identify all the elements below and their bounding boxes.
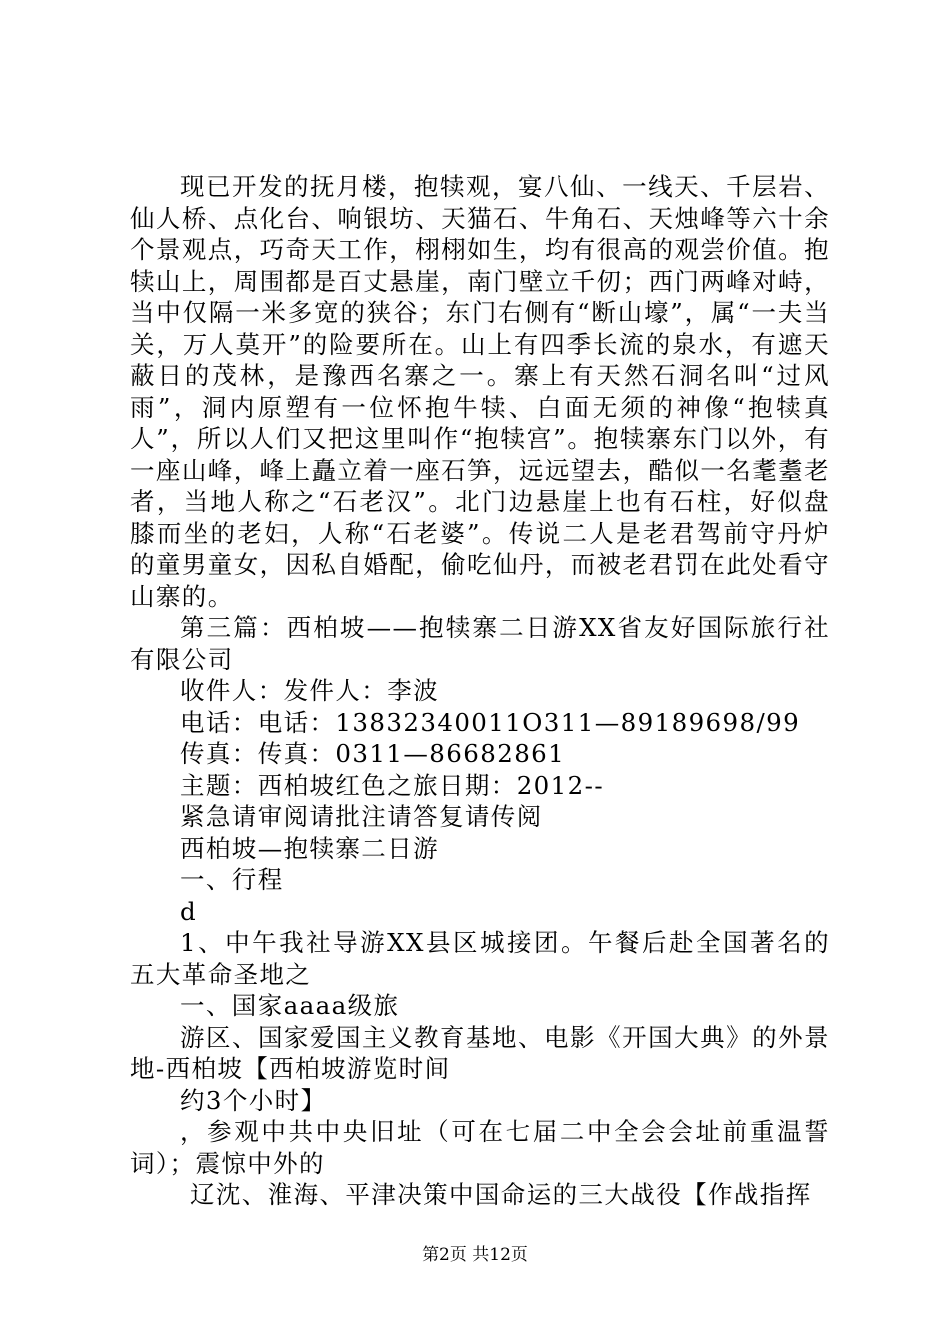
paragraph-subject-date: 主题：西柏坡红色之旅日期：2012-- [180,770,605,800]
paragraph-scenic-area: 游区、国家爱国主义教育基地、电影《开国大典》的外景地-西柏坡【西柏坡游览时间 [130,1022,830,1083]
paragraph-chapter-title: 第三篇：西柏坡——抱犊寨二日游XX省友好国际旅行社有限公司 [130,613,830,674]
paragraph-fax: 传真：传真：0311—86682861 [180,739,566,768]
paragraph-scenic-description: 现已开发的抚月楼，抱犊观，宴八仙、一线天、千层岩、仙人桥、点化台、响银坊、天猫石、牛角石、天烛峰等六十余个景观点，巧奇天工作，栩栩如生，均有很高的观尝价值。抱犊山上，周围都是百丈悬崖，南门壁立千仞；西门两峰对峙，当中仅隔一米多宽的狭谷；东门右侧有“断山壕”，属“一夫当关，万人莫开”的险要所在。山上有四季长流的泉水，有遮天蔽日的茂林，是豫西名寨之一。寨上有天然石洞名叫“过风雨”，洞内原塑有一位怀抱牛犊、白面无须的神像“抱犊真人”，所以人们又把这里叫作“抱犊宫”。抱犊寨东门以外，有一座山峰，峰上矗立着一座石笋，远远望去，酷似一名耄耋老者，当地人称之“石老汉”。北门边悬崖上也有石柱，好似盘膝而坐的老妇，人称“石老婆”。传说二人是老君驾前守丹炉的童男童女，因私自婚配，偷吃仙丹，而被老君罚在此处看守山寨的。 [130,172,830,611]
paragraph-three-campaigns: 辽沈、淮海、平津决策中国命运的三大战役【作战指挥 [190,1180,812,1209]
paragraph-day-one: 1、中午我社导游XX县区城接团。午餐后赴全国著名的五大革命圣地之 [130,928,830,989]
paragraph-old-site-visit: ，参观中共中央旧址（可在七届二中全会会址前重温誓词）；震惊中外的 [130,1117,830,1178]
paragraph-review-flags: 紧急请审阅请批注请答复请传阅 [180,802,543,831]
paragraph-aaaa-level: 一、国家aaaa级旅 [180,991,400,1020]
paragraph-visit-duration: 约3个小时】 [180,1085,327,1115]
paragraph-stray-letter: d [180,896,198,926]
paragraph-phone: 电话：电话：13832340011O311—89189698/99 [180,707,801,737]
paragraph-recipient-sender: 收件人：发件人：李波 [180,676,439,705]
page-number-footer: 第2页 共12页 [422,1245,528,1265]
document-body [130,171,830,1211]
paragraph-itinerary-heading: 一、行程 [180,865,284,894]
paragraph-tour-title: 西柏坡—抱犊寨二日游 [180,833,439,863]
